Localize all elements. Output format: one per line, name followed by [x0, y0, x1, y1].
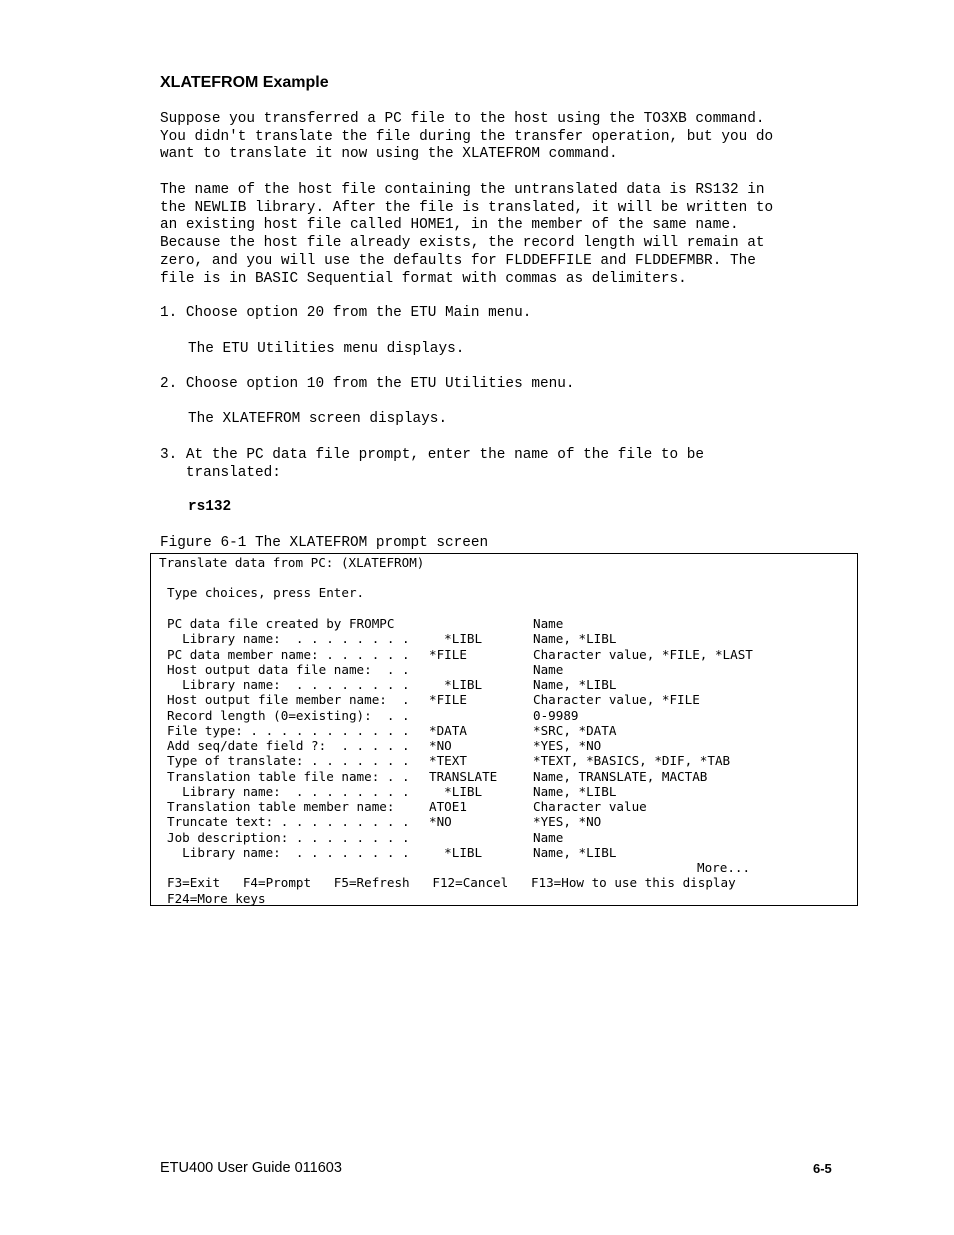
field-allowed-values: Name, *LIBL — [533, 844, 617, 860]
step-3: 3. At the PC data file prompt, enter the name of the file to be translated: — [160, 447, 705, 481]
step-2: 2. Choose option 10 from the ETU Utilities menu. — [160, 376, 575, 392]
screen-field-row — [151, 662, 851, 677]
field-label: Job description: . . . . . . . . — [167, 829, 410, 845]
more-indicator: More... — [697, 860, 751, 875]
field-label: Host output file member name: . — [167, 692, 410, 708]
field-allowed-values: Name — [533, 829, 564, 845]
function-keys: F3=Exit F4=Prompt F5=Refresh F12=Cancel F13=How to use this display — [167, 875, 736, 890]
field-label: Add seq/date field ?: . . . . . — [167, 738, 410, 753]
field-value-input[interactable]: *NO — [429, 738, 452, 753]
footer-page-number: 6-5 — [813, 1161, 832, 1176]
field-allowed-values: *SRC, *DATA — [533, 722, 617, 738]
field-label: Host output data file name: . . — [167, 661, 410, 677]
screen-field-row — [151, 784, 851, 799]
screen-field-row — [151, 830, 851, 845]
screen-field-row — [151, 647, 851, 662]
field-allowed-values: Name, *LIBL — [533, 783, 617, 799]
field-allowed-values: *TEXT, *BASICS, *DIF, *TAB — [533, 753, 731, 769]
field-value-input[interactable]: TRANSLATE — [429, 768, 498, 784]
field-label: Library name: . . . . . . . . — [167, 844, 410, 860]
field-value-input[interactable]: *TEXT — [429, 753, 467, 769]
field-allowed-values: Name — [533, 616, 564, 631]
field-value-input[interactable]: *DATA — [429, 722, 467, 738]
field-label: PC data member name: . . . . . . — [167, 646, 410, 662]
field-label: Library name: . . . . . . . . — [167, 677, 410, 692]
screen-field-row — [151, 677, 851, 692]
field-value-input[interactable]: ATOE1 — [429, 799, 467, 814]
field-value-input[interactable]: *LIBL — [429, 631, 483, 647]
field-value-input[interactable]: *LIBL — [429, 844, 483, 860]
field-allowed-values: Character value — [533, 799, 647, 814]
field-allowed-values: *YES, *NO — [533, 814, 602, 830]
screen-field-row — [151, 769, 851, 784]
field-label: PC data file created by FROMPC — [167, 616, 395, 631]
field-value-input[interactable]: *NO — [429, 814, 452, 830]
field-allowed-values: 0-9989 — [533, 707, 579, 723]
screen-field-row — [151, 616, 851, 631]
field-value-input[interactable]: *LIBL — [429, 677, 483, 692]
field-label: Type of translate: . . . . . . . — [167, 753, 410, 769]
field-allowed-values: Name, *LIBL — [533, 677, 617, 692]
field-value-input[interactable]: *LIBL — [429, 783, 483, 799]
screen-field-row — [151, 631, 851, 646]
screen-field-row — [151, 845, 851, 860]
screen-title: Translate data from PC: (XLATEFROM) — [159, 555, 425, 570]
screen-field-row — [151, 814, 851, 829]
intro-paragraph: Suppose you transferred a PC file to the host using the TO3XB command. You didn't translate the file during the transfer operation, but you do want to translate it now using the XLATEFROM command. — [160, 111, 774, 163]
field-allowed-values: Name, *LIBL — [533, 631, 617, 647]
screen-field-row — [151, 799, 851, 814]
step-2-result: The XLATEFROM screen displays. — [188, 411, 448, 427]
screen-field-row — [151, 753, 851, 768]
screen-field-row — [151, 708, 851, 723]
screen-field-row — [151, 723, 851, 738]
figure-caption: Figure 6-1 The XLATEFROM prompt screen — [160, 535, 489, 551]
field-label: Record length (0=existing): . . — [167, 707, 410, 723]
field-allowed-values: Character value, *FILE — [533, 692, 700, 708]
step-1-result: The ETU Utilities menu displays. — [188, 341, 465, 357]
description-paragraph: The name of the host file containing the untranslated data is RS132 in the NEWLIB library. After the file is translated, it will be written to an existing host file called HOME1, in the member of the same name. Because the host file already exists, the record length will remain at zero, and you will use the defaults for FLDDEFFILE and FLDDEFMBR. The file is in BASIC Sequential format with commas as delimiters. — [160, 182, 774, 287]
screen-field-row — [151, 692, 851, 707]
field-label: Library name: . . . . . . . . — [167, 783, 410, 799]
field-allowed-values: *YES, *NO — [533, 738, 602, 753]
step-1: 1. Choose option 20 from the ETU Main menu. — [160, 305, 532, 321]
field-allowed-values: Character value, *FILE, *LAST — [533, 646, 753, 662]
field-value-input[interactable]: *FILE — [429, 646, 467, 662]
field-label: Truncate text: . . . . . . . . . — [167, 814, 410, 830]
field-label: File type: . . . . . . . . . . . — [167, 722, 410, 738]
screen-instruction: Type choices, press Enter. — [167, 585, 365, 600]
field-allowed-values: Name — [533, 661, 564, 677]
footer-document-title: ETU400 User Guide 011603 — [160, 1160, 342, 1176]
step-3-input: rs132 — [188, 499, 232, 515]
field-allowed-values: Name, TRANSLATE, MACTAB — [533, 768, 708, 784]
function-keys-more: F24=More keys — [167, 891, 266, 906]
xlatefrom-prompt-screen — [150, 553, 858, 906]
section-heading: XLATEFROM Example — [160, 74, 329, 91]
field-value-input[interactable]: *FILE — [429, 692, 467, 708]
field-label: Library name: . . . . . . . . — [167, 631, 410, 647]
field-label: Translation table file name: . . — [167, 768, 410, 784]
screen-field-row — [151, 738, 851, 753]
field-label: Translation table member name: — [167, 799, 395, 814]
